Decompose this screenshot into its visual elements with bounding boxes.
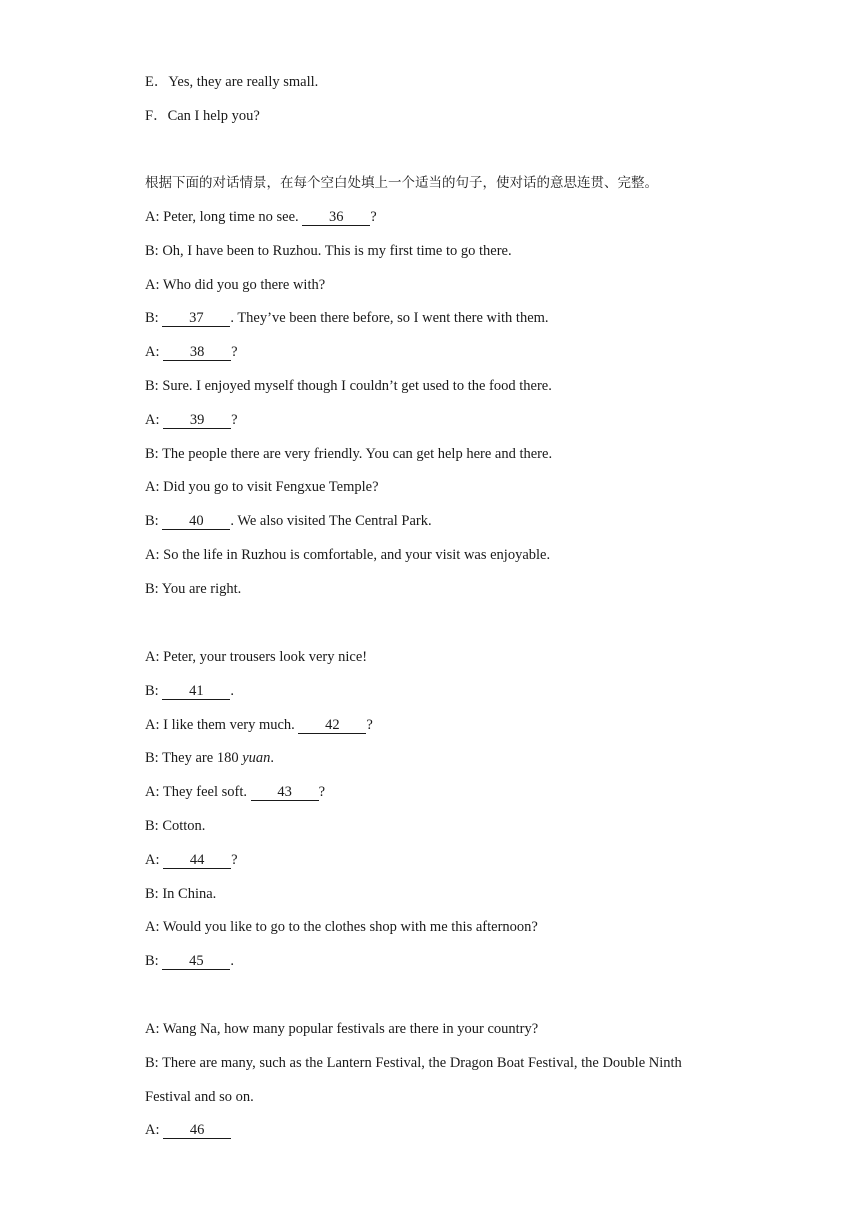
speaker-label: A: bbox=[145, 1122, 164, 1138]
speaker-label: A: bbox=[145, 717, 164, 733]
line-text-after: . bbox=[230, 953, 234, 969]
dialog-line bbox=[145, 376, 552, 396]
dialog-line bbox=[145, 884, 216, 904]
blank-40: 40 bbox=[162, 513, 230, 530]
dialog-line bbox=[145, 444, 552, 464]
line-text: Wang Na, how many popular festivals are there in your country? bbox=[162, 1021, 539, 1037]
line-text: They feel soft. bbox=[162, 784, 251, 800]
line-text-after: ? bbox=[318, 784, 326, 800]
blank-41: 41 bbox=[162, 683, 230, 700]
blank-39: 39 bbox=[163, 412, 231, 429]
line-text: Cotton. bbox=[162, 818, 206, 834]
blank-44: 44 bbox=[163, 852, 231, 869]
option-letter: F bbox=[145, 108, 154, 124]
line-text: Did you go to visit Fengxue Temple? bbox=[163, 479, 379, 495]
speaker-label: B: bbox=[145, 581, 162, 597]
dialog-line bbox=[145, 410, 238, 430]
line-text: Sure. I enjoyed myself though I couldn’t get used to the food there. bbox=[162, 378, 552, 394]
dialog-line bbox=[145, 545, 550, 565]
speaker-label: A: bbox=[145, 547, 164, 563]
dialog-line bbox=[145, 308, 549, 328]
speaker-label: B: bbox=[145, 446, 163, 462]
option-e: E．Yes, they are really small. bbox=[145, 74, 319, 90]
dialog-line bbox=[145, 647, 367, 667]
speaker-label: A: bbox=[145, 277, 163, 293]
speaker-label: B: bbox=[145, 378, 163, 394]
line-text-after: ? bbox=[231, 852, 238, 868]
blank-43: 43 bbox=[251, 784, 319, 801]
blank-46: 46 bbox=[163, 1122, 231, 1139]
dialog-line bbox=[145, 241, 512, 261]
italic-word: yuan bbox=[242, 750, 271, 766]
blank-42: 42 bbox=[298, 717, 366, 734]
line-text-after: ? bbox=[231, 344, 238, 360]
line-text: Peter, your trousers look very nice! bbox=[163, 649, 368, 665]
dialog-line bbox=[145, 951, 234, 971]
line-text: So the life in Ruzhou is comfortable, and your visit was enjoyable. bbox=[163, 547, 551, 563]
dialog-line bbox=[145, 748, 274, 768]
dialog-line bbox=[145, 511, 432, 531]
section-instruction: 根据下面的对话情景，在每个空白处填上一个适当的句子，使对话的意思连贯、完整。 bbox=[145, 175, 658, 191]
speaker-label: B: bbox=[145, 243, 163, 259]
blank-36: 36 bbox=[302, 209, 370, 226]
line-text: Peter, long time no see. bbox=[163, 209, 303, 225]
speaker-label: A: bbox=[145, 919, 163, 935]
dialog-line bbox=[145, 1087, 254, 1107]
blank-38: 38 bbox=[163, 344, 231, 361]
speaker-label: A: bbox=[145, 852, 164, 868]
dialog-line bbox=[145, 1053, 682, 1073]
blank-37: 37 bbox=[162, 310, 230, 327]
speaker-label: B: bbox=[145, 513, 163, 529]
dialog-line bbox=[145, 917, 538, 937]
option-letter: E bbox=[145, 74, 154, 90]
line-text: I like them very much. bbox=[163, 717, 299, 733]
dialog-line bbox=[145, 207, 377, 227]
dialog-line bbox=[145, 1019, 538, 1039]
line-text: They are 180 bbox=[162, 750, 243, 766]
option-f: F．Can I help you? bbox=[145, 108, 260, 124]
line-text-after: . bbox=[270, 750, 275, 766]
speaker-label: B: bbox=[145, 818, 163, 834]
line-text: You are right. bbox=[161, 581, 242, 597]
speaker-label: B: bbox=[145, 953, 163, 969]
speaker-label: A: bbox=[145, 784, 163, 800]
line-text-after: . We also visited The Central Park. bbox=[230, 513, 432, 529]
speaker-label: B: bbox=[145, 683, 163, 699]
option-text: Yes, they are really small. bbox=[168, 74, 319, 90]
option-text: Can I help you? bbox=[167, 108, 260, 124]
line-text: Who did you go there with? bbox=[162, 277, 326, 293]
speaker-label: B: bbox=[145, 1055, 163, 1071]
line-text-after: . bbox=[230, 683, 234, 699]
line-text-after: ? bbox=[366, 717, 373, 733]
blank-45: 45 bbox=[162, 953, 230, 970]
speaker-label: B: bbox=[145, 886, 163, 902]
speaker-label: A: bbox=[145, 479, 164, 495]
line-text: In China. bbox=[162, 886, 217, 902]
line-text-after: ? bbox=[231, 412, 238, 428]
dialog-line bbox=[145, 681, 234, 701]
speaker-label: B: bbox=[145, 750, 163, 766]
dialog-line bbox=[145, 850, 238, 870]
dialog-line bbox=[145, 477, 379, 497]
line-text: Would you like to go to the clothes shop with me this afternoon? bbox=[162, 919, 538, 935]
line-text-after: . They’ve been there before, so I went there with them. bbox=[230, 310, 549, 326]
speaker-label: A: bbox=[145, 344, 164, 360]
dialog-line bbox=[145, 782, 325, 802]
dialog-line bbox=[145, 816, 205, 836]
dialog-line bbox=[145, 715, 373, 735]
dialog-line bbox=[145, 579, 241, 599]
line-text: The people there are very friendly. You can get help here and there. bbox=[162, 446, 553, 462]
line-text: Festival and so on. bbox=[145, 1089, 254, 1105]
speaker-label: A: bbox=[145, 209, 164, 225]
dialog-line bbox=[145, 1120, 231, 1140]
line-text: Oh, I have been to Ruzhou. This is my first time to go there. bbox=[162, 243, 512, 259]
dialog-line bbox=[145, 342, 238, 362]
speaker-label: A: bbox=[145, 412, 164, 428]
speaker-label: A: bbox=[145, 1021, 163, 1037]
speaker-label: B: bbox=[145, 310, 163, 326]
dialog-line bbox=[145, 275, 325, 295]
line-text-after: ? bbox=[370, 209, 377, 225]
line-text: There are many, such as the Lantern Festival, the Dragon Boat Festival, the Double Ninth bbox=[162, 1055, 682, 1071]
speaker-label: A: bbox=[145, 649, 164, 665]
